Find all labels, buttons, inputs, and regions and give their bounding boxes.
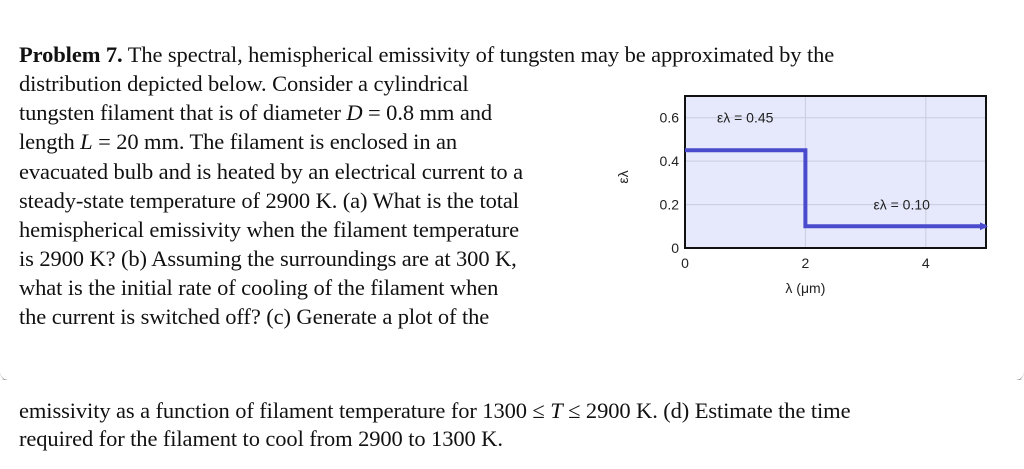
y-tick-label: 0.6 <box>659 109 679 126</box>
length-value: = 20 mm. The filament is enclosed in an <box>92 129 458 154</box>
emissivity-chart-svg <box>600 88 1010 308</box>
problem-line-1-text: The spectral, hemispherical emissivity of tungsten may be approximated by the <box>122 42 835 67</box>
problem-heading: Problem 7. <box>19 42 123 67</box>
continued-text-region <box>0 380 1024 469</box>
problem-line-7: hemispherical emissivity when the filament temperature <box>19 217 520 242</box>
y-tick-label: 0.4 <box>659 153 679 170</box>
x-tick-label: 0 <box>681 255 689 271</box>
y-tick-label: 0 <box>671 240 679 256</box>
problem-line-8: is 2900 K? (b) Assuming the surroundings are at 300 K, <box>19 246 517 271</box>
problem-line-10: the current is switched off? (c) Generate a plot of the <box>19 304 490 329</box>
continued-line-1-a: emissivity as a function of filament temperature for 1300 ≤ <box>19 398 551 423</box>
temperature-symbol: T <box>550 398 563 423</box>
y-axis-label: ελ <box>615 170 631 184</box>
problem-line-9: what is the initial rate of cooling of the filament when <box>19 275 499 300</box>
diameter-value: = 0.8 mm and <box>362 100 493 125</box>
y-tick-label: 0.2 <box>659 196 679 213</box>
problem-line-6: steady-state temperature of 2900 K. (a) What is the total <box>19 188 519 213</box>
x-tick-label: 2 <box>801 255 810 271</box>
emissivity-annotation: ελ = 0.45 <box>716 109 774 126</box>
problem-line-3 <box>19 99 492 127</box>
problem-line-4-text: length <box>19 129 81 154</box>
emissivity-annotation: ελ = 0.10 <box>873 196 930 213</box>
problem-line-2: distribution depicted below. Consider a cylindrical <box>19 71 469 96</box>
problem-line-5: evacuated bulb and is heated by an electrical current to a <box>19 159 523 184</box>
continued-line-2: required for the filament to cool from 2900 to 1300 K. <box>19 426 503 451</box>
length-symbol: L <box>80 129 93 154</box>
continued-line-1 <box>19 397 850 425</box>
problem-line-4 <box>19 128 457 156</box>
x-tick-label: 4 <box>921 255 930 271</box>
problem-line-1 <box>19 41 834 69</box>
continued-line-1-b: ≤ 2900 K. (d) Estimate the time <box>562 398 851 423</box>
diameter-symbol: D <box>346 100 363 125</box>
emissivity-chart <box>600 88 1010 308</box>
x-axis-label: λ (μm) <box>785 280 826 296</box>
problem-line-3-text: tungsten filament that is of diameter <box>19 100 347 125</box>
